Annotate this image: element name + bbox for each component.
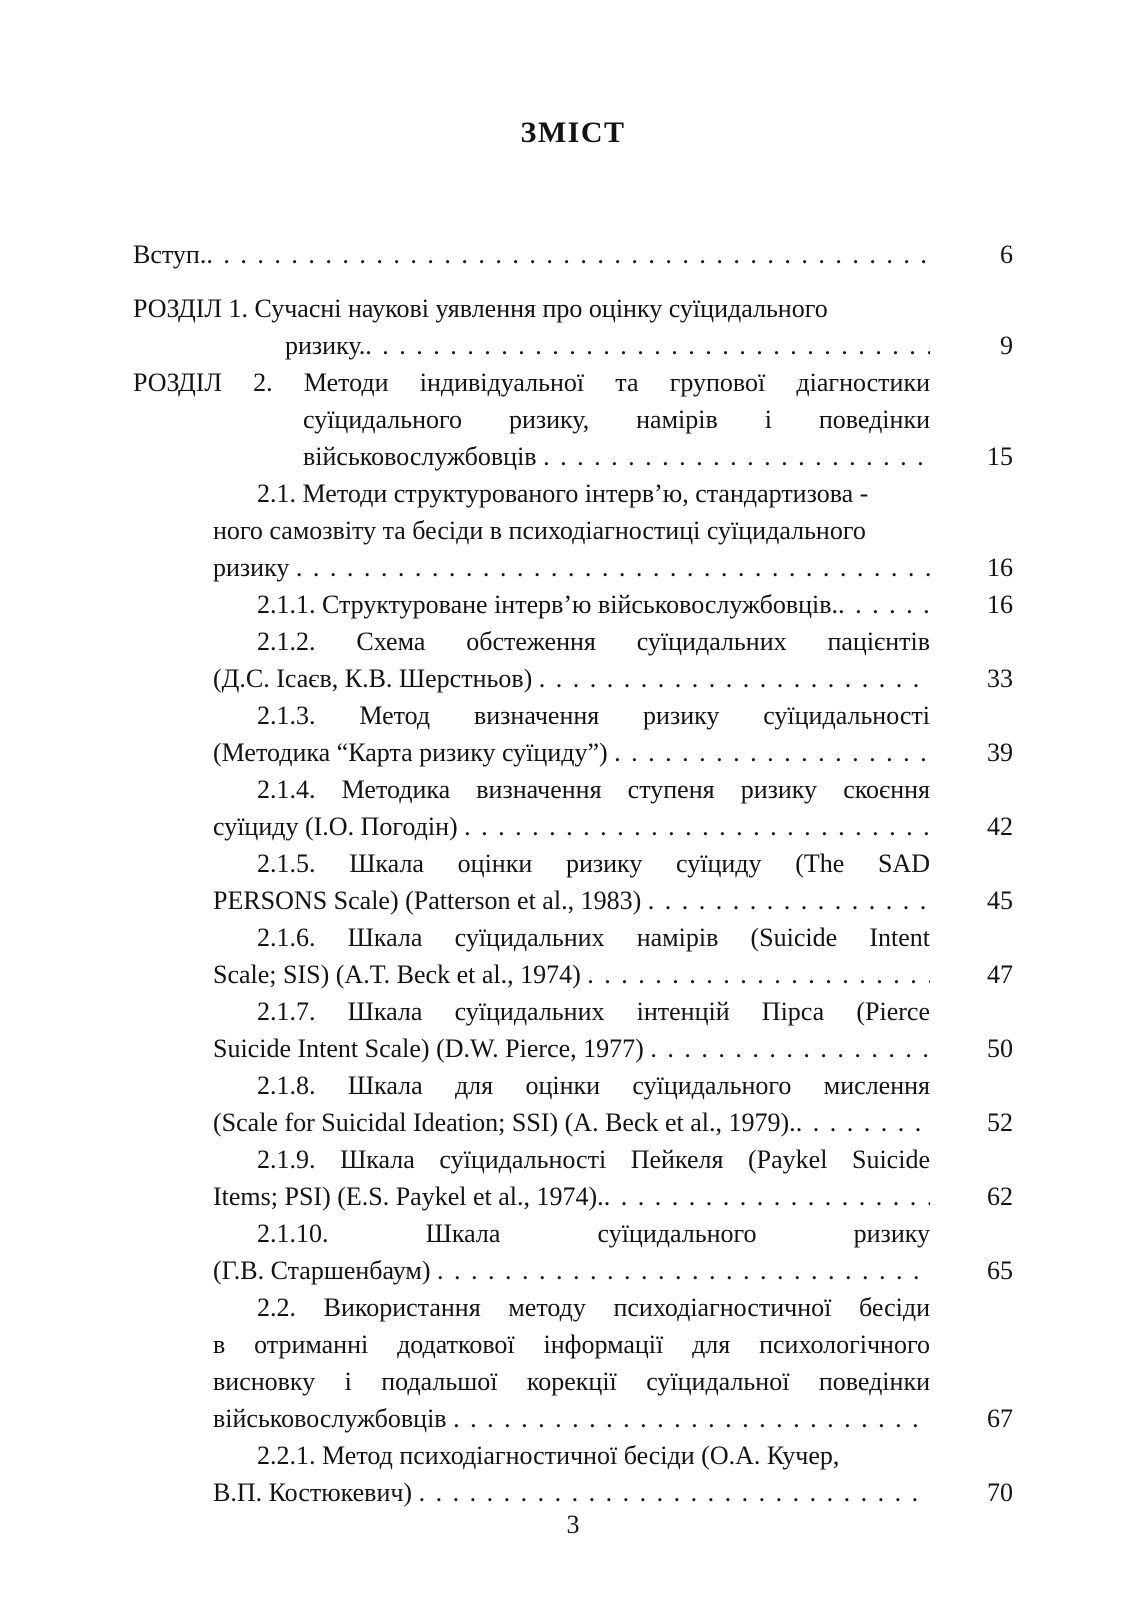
dot-leader (587, 956, 930, 993)
toc-line-2-1-5 (133, 845, 930, 882)
toc-line (133, 882, 1013, 919)
toc-entry-text: 2.1.10. Шкала суїцидального ризику (257, 1219, 930, 1248)
toc-line-2-1-9 (133, 1141, 930, 1178)
dot-leader (464, 808, 930, 845)
toc-line (133, 1400, 1013, 1437)
toc-line-2-1-7 (133, 993, 930, 1030)
toc-entry-text: (Г.В. Старшенбаум) (213, 1256, 438, 1285)
toc-page-number: 33 (987, 664, 1013, 693)
toc-line-2-1-10 (133, 1215, 930, 1252)
toc-line (133, 1178, 1013, 1215)
toc-entry-text: суїцидального ризику, намірів і поведінки (303, 405, 930, 434)
toc-entry-text: (Д.С. Ісаєв, К.В. Шерстньов) (213, 664, 539, 693)
dot-leader (838, 586, 930, 623)
page-title: ЗМІСТ (520, 116, 626, 149)
dot-leader (206, 236, 930, 273)
dot-leader (437, 1252, 930, 1289)
toc-line-2-2 (133, 1289, 930, 1326)
toc-line-2-1 (133, 475, 930, 512)
toc-page-number: 16 (987, 590, 1013, 619)
toc-page-number: 9 (1000, 331, 1013, 360)
toc-entry-text: 2.1.2. Схема обстеження суїцидальних пацієнтів (257, 627, 930, 656)
dot-leader (796, 1104, 930, 1141)
dot-leader (539, 660, 930, 697)
toc-line-rozdil1 (133, 290, 930, 327)
toc-entry-text: 2.1.4. Методика визначення ступеня ризику скоєння (257, 775, 930, 804)
toc-entry-text: 2.1.8. Шкала для оцінки суїцидального мислення (257, 1071, 930, 1100)
toc-line-2-1-3 (133, 697, 930, 734)
dot-leader (365, 327, 930, 364)
toc-entry-text: Items; PSI) (E.S. Paykel et al., 1974). (213, 1182, 604, 1211)
toc-entry-text: Вступ. (133, 240, 207, 269)
toc-page-number: 15 (987, 442, 1013, 471)
toc-entry-text: в отриманні додаткової інформації для психологічного (213, 1330, 930, 1359)
toc-line-2-1-6 (133, 919, 930, 956)
dot-leader (604, 1178, 930, 1215)
dot-leader (296, 549, 930, 586)
dot-leader (648, 882, 930, 919)
toc-entry-text: висновку і подальшої корекції суїцидальної поведінки (213, 1367, 930, 1396)
toc-entry-text: (Scale for Suicidal Ideation; SSI) (A. Beck et al., 1979). (213, 1108, 796, 1137)
toc-entry-text: 2.1.5. Шкала оцінки ризику суїциду (The SAD (257, 849, 930, 878)
toc-line (133, 438, 1013, 475)
toc-line (133, 549, 1013, 586)
toc-page-number: 6 (1000, 240, 1013, 269)
toc-entry-text: ризику (213, 553, 296, 582)
dot-leader (543, 438, 930, 475)
toc-entry-text: В.П. Костюкевич) (213, 1478, 419, 1507)
toc-entry-text: 2.1.9. Шкала суїцидальності Пейкеля (Paykel Suicide (257, 1145, 930, 1174)
toc-line (133, 1252, 1013, 1289)
toc-line-rozdil2 (133, 364, 930, 401)
toc-page-number: 52 (987, 1108, 1013, 1137)
toc-line (133, 956, 1013, 993)
toc-line (133, 1363, 930, 1400)
toc-line-vstup (133, 236, 1013, 273)
toc-line-2-1-4 (133, 771, 930, 808)
toc-line (133, 734, 1013, 771)
toc-entry-text: РОЗДІЛ 2. Методи індивідуальної та групової діагностики (133, 368, 930, 397)
toc-entry-text: РОЗДІЛ 1. Сучасні наукові уявлення про оцінку суїцидального (133, 294, 828, 323)
toc-line (133, 401, 930, 438)
toc-entry-text: військовослужбовців (213, 1404, 454, 1433)
toc-line-2-1-1 (133, 586, 1013, 623)
table-of-contents (133, 236, 1013, 1511)
toc-entry-text: (Методика “Карта ризику суїциду”) (213, 738, 615, 767)
toc-entry-text: 2.1.3. Метод визначення ризику суїцидальності (257, 701, 930, 730)
toc-line (133, 512, 930, 549)
toc-line (133, 1326, 930, 1363)
toc-line (133, 660, 1013, 697)
toc-page-number: 16 (987, 553, 1013, 582)
toc-entry-text: суїциду (І.О. Погодін) (213, 812, 465, 841)
toc-entry-text: PERSONS Scale) (Patterson et al., 1983) (213, 886, 648, 915)
toc-line-2-1-8 (133, 1067, 930, 1104)
toc-entry-text: 2.2. Використання методу психодіагностичної бесіди (257, 1293, 930, 1322)
content-column (133, 112, 1013, 1511)
toc-entry-text: Suicide Intent Scale) (D.W. Pierce, 1977) (213, 1034, 651, 1063)
dot-leader (650, 1030, 930, 1067)
toc-page-number: 67 (987, 1404, 1013, 1433)
toc-line-2-2-1 (133, 1437, 930, 1474)
toc-entry-text: 2.1.6. Шкала суїцидальних намірів (Suicide Intent (257, 923, 930, 952)
toc-page-number: 39 (987, 738, 1013, 767)
toc-page-number: 65 (987, 1256, 1013, 1285)
toc-entry-text: 2.2.1. Метод психодіагностичної бесіди (О.А. Кучер, (257, 1441, 840, 1470)
toc-line (133, 1030, 1013, 1067)
toc-entry-text: ризику. (285, 331, 366, 360)
toc-page-number: 62 (987, 1182, 1013, 1211)
dot-leader (453, 1400, 930, 1437)
toc-line-2-1-2 (133, 623, 930, 660)
toc-page-number: 50 (987, 1034, 1013, 1063)
toc-entry-text: 2.1.7. Шкала суїцидальних інтенцій Пірса (Pierce (257, 997, 930, 1026)
toc-page-number: 45 (987, 886, 1013, 915)
toc-entry-text: ного самозвіту та бесіди в психодіагностиці суїцидального (213, 516, 866, 545)
folio-page-number: 3 (566, 1510, 580, 1539)
toc-page-number: 42 (987, 812, 1013, 841)
toc-entry-text: 2.1.1. Структуроване інтерв’ю військовослужбовців. (257, 590, 839, 619)
dot-leader (614, 734, 930, 771)
toc-page-number: 70 (987, 1478, 1013, 1507)
toc-line (133, 327, 1013, 364)
toc-entry-text: військовослужбовців (303, 442, 544, 471)
toc-line (133, 808, 1013, 845)
toc-entry-text: Scale; SIS) (A.T. Beck et al., 1974) (213, 960, 588, 989)
toc-page-number: 47 (987, 960, 1013, 989)
toc-line (133, 1104, 1013, 1141)
toc-entry-text: 2.1. Методи структурованого інтерв’ю, стандартизова - (257, 479, 869, 508)
